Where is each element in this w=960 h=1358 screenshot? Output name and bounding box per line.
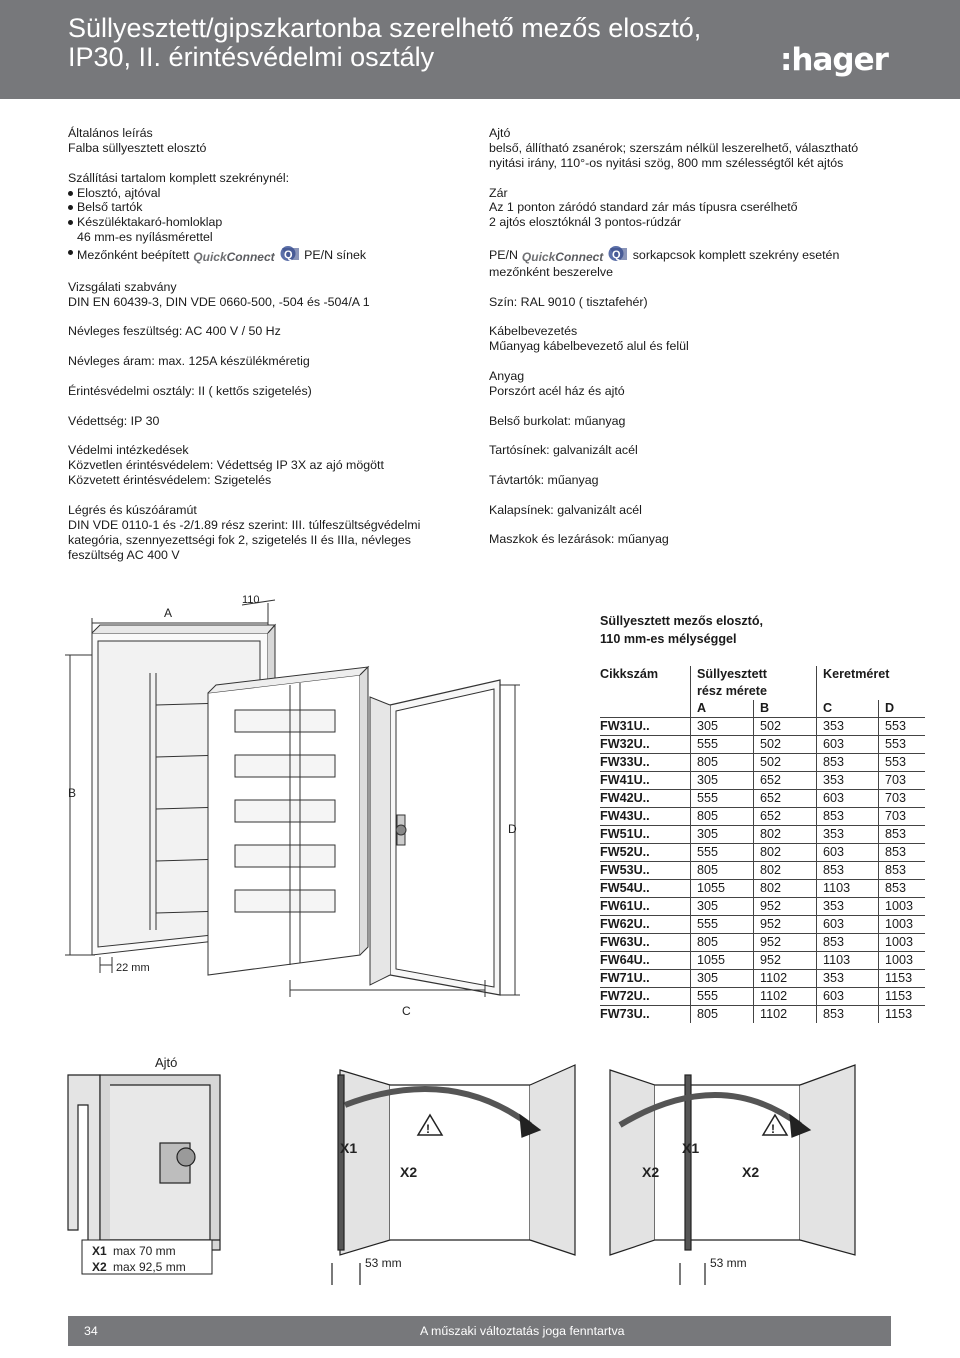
table-subtitle (600, 612, 763, 648)
cell-d: 703 (879, 790, 926, 808)
right-x2-label-2: X2 (742, 1164, 760, 1180)
cell-b: 952 (754, 898, 817, 916)
table-row (600, 934, 925, 952)
cell-d: 1153 (879, 970, 926, 988)
table-row (600, 772, 925, 790)
cell-c: 1103 (817, 880, 879, 898)
table-row (600, 1006, 925, 1024)
delivery-item: Készüléktakaró-homloklap (68, 215, 460, 230)
delivery-item-text: Mezőnként beépített (77, 248, 190, 263)
cell-c: 603 (817, 736, 879, 754)
material-text: Porszórt acél ház és ajtó (489, 383, 625, 398)
header-col-b: B (754, 700, 817, 718)
cell-a: 305 (691, 772, 754, 790)
cell-a: 805 (691, 862, 754, 880)
dim-a-label: A (164, 606, 173, 620)
cell-c: 853 (817, 934, 879, 952)
table-row (600, 826, 925, 844)
cell-a: 555 (691, 736, 754, 754)
title-line-1: Süllyesztett/gipszkartonba szerelhető mezős elosztó, (68, 13, 702, 43)
cell-c: 853 (817, 862, 879, 880)
cell-article: FW53U.. (600, 862, 691, 880)
page-number: 34 (84, 1324, 98, 1338)
cell-article: FW33U.. (600, 754, 691, 772)
delivery-item-cont: 46 mm-es nyílásmérettel (77, 230, 213, 245)
inner-cover: Belső burkolat: műanyag (489, 413, 626, 428)
lock-text-1: Az 1 ponton záródó standard zár más típusra cserélhető (489, 200, 798, 215)
cell-a: 805 (691, 754, 754, 772)
cell-b: 502 (754, 718, 817, 736)
cell-c: 603 (817, 988, 879, 1006)
cell-d: 703 (879, 808, 926, 826)
dim-110-label: 110 (242, 594, 260, 606)
clearance-text: DIN VDE 0110-1 és -2/1.89 rész szerint: III. túlfeszültségvédelmi kategória, szennyezettségi fok 2, szigetelés II és IIIa, névleges feszültség AC 400 V (68, 517, 421, 562)
header-col-d: D (879, 700, 926, 718)
cell-article: FW64U.. (600, 952, 691, 970)
cell-article: FW31U.. (600, 718, 691, 736)
legend-x2-label: X2 (92, 1260, 107, 1274)
dim-b-label: B (68, 786, 77, 800)
legend-x1-label: X1 (92, 1244, 107, 1258)
side-door-label: Ajtó (155, 1055, 178, 1070)
cell-d: 853 (879, 826, 926, 844)
enclosure-drawing (60, 585, 530, 1025)
delivery-item: Belső tartók (68, 200, 460, 215)
protection-indirect: Közvetett érintésvédelem: Szigetelés (68, 473, 272, 488)
standard-title: Vizsgálati szabvány (68, 279, 177, 294)
cell-b: 652 (754, 808, 817, 826)
cell-b: 952 (754, 934, 817, 952)
door-text: belső, állítható zsanérok; szerszám nélkül leszerelhető, választható nyitási irány, 110°-os nyitási szög, 800 mm szélességtől két ajtós (489, 140, 859, 170)
cell-d: 1003 (879, 898, 926, 916)
material-title: Anyag (489, 368, 525, 383)
header-empty (817, 683, 926, 700)
cell-b: 952 (754, 952, 817, 970)
cell-d: 853 (879, 862, 926, 880)
cell-d: 1003 (879, 952, 926, 970)
table-row (600, 898, 925, 916)
cell-a: 805 (691, 934, 754, 952)
table-row (600, 808, 925, 826)
cell-a: 1055 (691, 952, 754, 970)
cell-c: 353 (817, 898, 879, 916)
cell-c: 1103 (817, 952, 879, 970)
protection-direct: Közvetlen érintésvédelem: Védettség IP 3X az ajó mögött (68, 458, 384, 473)
right-53mm-label: 53 mm (710, 1256, 747, 1270)
table-row (600, 718, 925, 736)
cell-d: 1003 (879, 934, 926, 952)
header-recessed: Süllyesztett (691, 666, 817, 683)
table-row (600, 952, 925, 970)
cell-a: 555 (691, 916, 754, 934)
rated-voltage: Névleges feszültség: AC 400 V / 50 Hz (68, 324, 281, 339)
door-title: Ajtó (489, 126, 511, 140)
cell-a: 555 (691, 988, 754, 1006)
cell-article: FW71U.. (600, 970, 691, 988)
table-row (600, 880, 925, 898)
left-53mm-label: 53 mm (365, 1256, 402, 1270)
lock-title: Zár (489, 185, 508, 200)
table-header-row (600, 683, 925, 700)
cell-d: 853 (879, 880, 926, 898)
table-row (600, 916, 925, 934)
cell-article: FW43U.. (600, 808, 691, 826)
cell-b: 502 (754, 736, 817, 754)
cell-c: 853 (817, 754, 879, 772)
ip-rating: Védettség: IP 30 (68, 413, 160, 428)
protection-title: Védelmi intézkedések (68, 443, 189, 458)
cell-c: 353 (817, 718, 879, 736)
pen-text (489, 245, 889, 265)
cell-d: 553 (879, 754, 926, 772)
delivery-item (68, 245, 460, 265)
cell-a: 305 (691, 970, 754, 988)
cell-b: 1102 (754, 970, 817, 988)
protection-class: Érintésvédelmi osztály: II ( kettős szigetelés) (68, 383, 312, 398)
cell-article: FW54U.. (600, 880, 691, 898)
cell-a: 555 (691, 790, 754, 808)
cell-b: 802 (754, 880, 817, 898)
general-text: Falba süllyesztett elosztó (68, 140, 207, 155)
door-clearance-diagram (60, 1045, 890, 1285)
cell-b: 802 (754, 826, 817, 844)
quick-text: Quick (193, 250, 227, 265)
svg-text:Q: Q (283, 249, 293, 262)
header-col-a: A (691, 700, 754, 718)
cell-d: 1153 (879, 1006, 926, 1024)
delivery-item: Elosztó, ajtóval (68, 186, 460, 201)
cell-c: 603 (817, 790, 879, 808)
subtitle-line-2: 110 mm-es mélységgel (600, 632, 737, 646)
table-header-row (600, 700, 925, 718)
header-recessed-2: rész mérete (691, 683, 817, 700)
table-row (600, 844, 925, 862)
cell-c: 853 (817, 808, 879, 826)
cell-a: 1055 (691, 880, 754, 898)
page-header (0, 0, 960, 99)
masks: Maszkok és lezárások: műanyag (489, 532, 669, 547)
header-empty (600, 683, 691, 700)
general-title: Általános leírás (68, 126, 153, 140)
cell-a: 305 (691, 826, 754, 844)
cell-article: FW51U.. (600, 826, 691, 844)
dim-d-label: D (508, 822, 517, 836)
cell-c: 603 (817, 844, 879, 862)
delivery-title: Szállítási tartalom komplett szekrénynél: (68, 170, 290, 185)
cell-b: 502 (754, 754, 817, 772)
table-row (600, 736, 925, 754)
table-row (600, 862, 925, 880)
cell-d: 1003 (879, 916, 926, 934)
page-footer (68, 1316, 891, 1346)
cell-b: 802 (754, 862, 817, 880)
quickconnect-logo (522, 250, 603, 265)
rated-current: Névleges áram: max. 125A készülékméretig (68, 354, 310, 369)
cell-c: 353 (817, 826, 879, 844)
pen-text-b: sorkapcsok komplett szekrény esetén (632, 248, 840, 263)
quickconnect-logo (193, 250, 274, 265)
dim-22-label: 22 mm (116, 962, 150, 974)
left-column (68, 126, 460, 577)
clearance-title: Légrés és kúszóáramút (68, 502, 197, 517)
left-x1-label: X1 (340, 1140, 358, 1156)
cell-c: 353 (817, 772, 879, 790)
subtitle-line-1: Süllyesztett mezős elosztó, (600, 614, 764, 628)
dim-c-label: C (402, 1004, 411, 1018)
cell-a: 805 (691, 1006, 754, 1024)
cell-article: FW73U.. (600, 1007, 650, 1021)
cell-b: 652 (754, 790, 817, 808)
header-col-c: C (817, 700, 879, 718)
standard-text: DIN EN 60439-3, DIN VDE 0660-500, -504 és -504/A 1 (68, 294, 370, 309)
cell-article: FW41U.. (600, 772, 691, 790)
table-row (600, 988, 925, 1006)
warning-icon: ! (771, 1122, 775, 1136)
header-article: Cikkszám (600, 667, 659, 681)
cell-c: 603 (817, 916, 879, 934)
legend-x1-value: max 70 mm (113, 1244, 176, 1258)
header-frame: Keretméret (817, 666, 926, 683)
cell-a: 305 (691, 718, 754, 736)
quickconnect-icon (607, 245, 629, 262)
dimensions-table (600, 666, 925, 1023)
spacers: Távtartók: műanyag (489, 472, 599, 487)
cell-article: FW32U.. (600, 736, 691, 754)
left-x2-label: X2 (400, 1164, 418, 1180)
cell-article: FW61U.. (600, 898, 691, 916)
quickconnect-icon (279, 245, 301, 262)
connect-text: Connect (226, 250, 275, 265)
table-row (600, 970, 925, 988)
footer-note: A műszaki változtatás joga fenntartva (420, 1324, 625, 1338)
legend-x2-value: max 92,5 mm (113, 1260, 186, 1274)
header-empty (600, 700, 691, 718)
cable-title: Kábelbevezetés (489, 324, 578, 339)
cell-c: 853 (817, 1006, 879, 1024)
cable-text: Műanyag kábelbevezető alul és felül (489, 339, 689, 354)
warning-icon: ! (426, 1122, 430, 1136)
lock-text-2: 2 ajtós elosztóknál 3 pontos-rúdzár (489, 215, 682, 230)
cell-a: 305 (691, 898, 754, 916)
cell-article: FW42U.. (600, 790, 691, 808)
connect-text: Connect (555, 250, 604, 265)
table-row (600, 754, 925, 772)
svg-text:Q: Q (612, 249, 621, 262)
delivery-item-text: PE/N sínek (304, 248, 367, 263)
cell-article: FW72U.. (600, 988, 691, 1006)
cell-article: FW63U.. (600, 934, 691, 952)
page-title (68, 14, 728, 72)
cell-b: 1102 (754, 1006, 817, 1024)
cell-article: FW52U.. (600, 844, 691, 862)
cell-b: 652 (754, 772, 817, 790)
hat-rails: Kalapsínek: galvanizált acél (489, 502, 642, 517)
cell-b: 952 (754, 916, 817, 934)
title-line-2: IP30, II. érintésvédelmi osztály (68, 42, 435, 72)
right-column (489, 126, 889, 562)
right-x2-label-1: X2 (642, 1164, 660, 1180)
hager-logo: :hager (780, 42, 888, 78)
cell-article: FW62U.. (600, 916, 691, 934)
right-x1-label: X1 (682, 1140, 700, 1156)
table-header-row (600, 666, 925, 683)
cell-d: 553 (879, 736, 926, 754)
cell-d: 1153 (879, 988, 926, 1006)
color-text: Szín: RAL 9010 ( tisztafehér) (489, 294, 648, 309)
table-row (600, 790, 925, 808)
cell-c: 353 (817, 970, 879, 988)
cell-d: 853 (879, 844, 926, 862)
cell-a: 555 (691, 844, 754, 862)
cell-a: 805 (691, 808, 754, 826)
support-rails: Tartósínek: galvanizált acél (489, 443, 638, 458)
pen-label: PE/N (489, 248, 518, 263)
cell-d: 553 (879, 718, 926, 736)
cell-d: 703 (879, 772, 926, 790)
cell-b: 1102 (754, 988, 817, 1006)
cell-b: 802 (754, 844, 817, 862)
pen-text-c: mezőnként beszerelve (489, 264, 613, 279)
quick-text: Quick (521, 250, 556, 265)
